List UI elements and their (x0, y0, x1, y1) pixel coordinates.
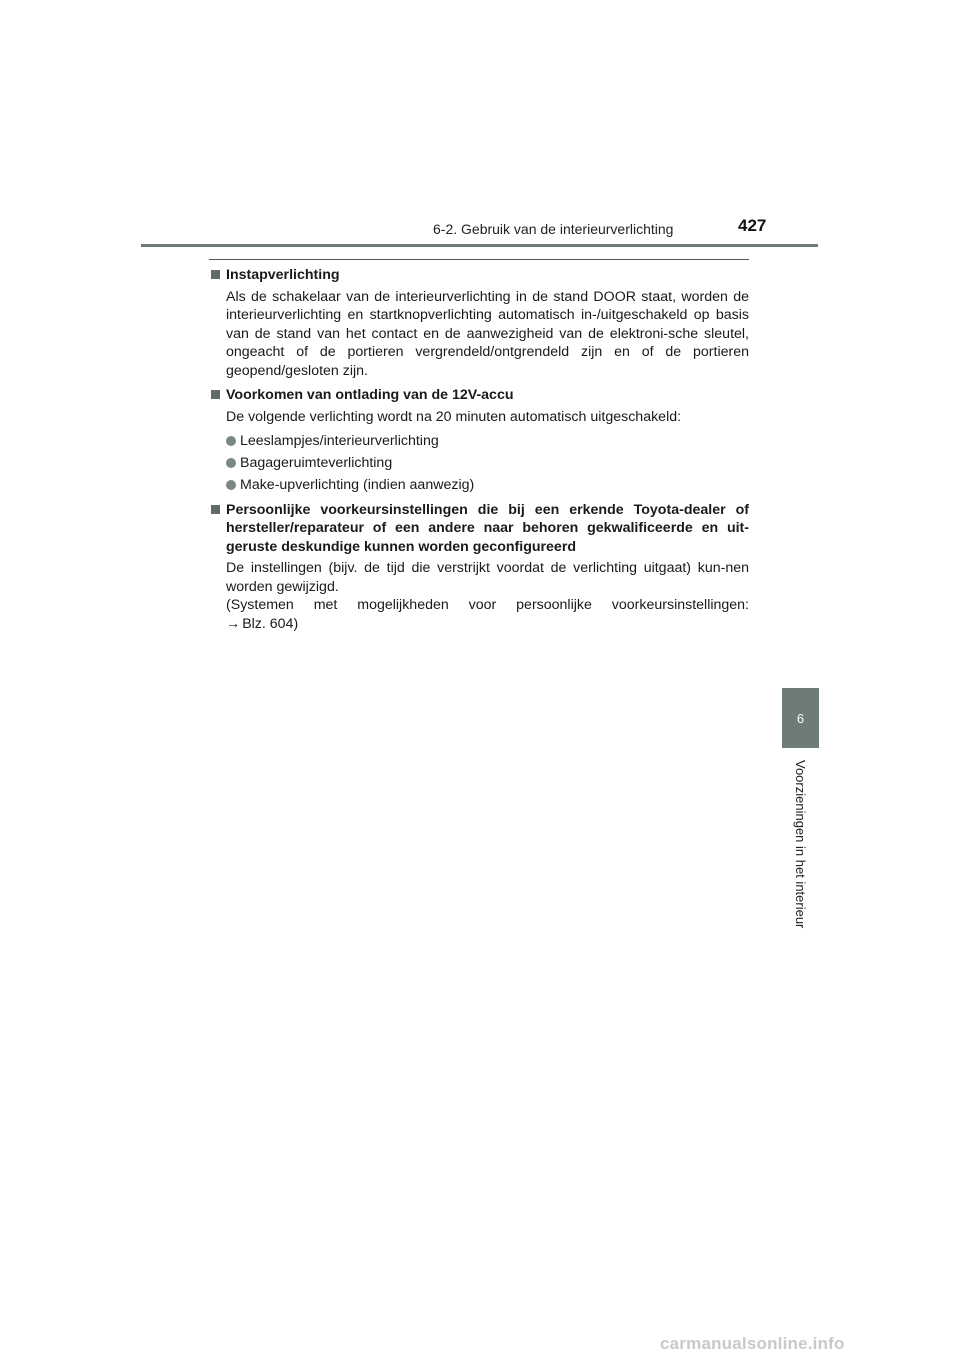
watermark: carmanualsonline.info (660, 1334, 845, 1353)
page-content (209, 266, 749, 639)
header-section-title: 6-2. Gebruik van de interieurverlichting (433, 221, 674, 237)
section-accu (209, 386, 749, 495)
section-heading: Persoonlijke voorkeursinstellingen die bij een erkende Toyota-dealer of hersteller/reparateur of een andere naar behoren gekwalificeerde en uit-geruste deskundige kunnen worden geconfigureerd (209, 501, 749, 557)
section-body: De instellingen (bijv. de tijd die verstrijkt voordat de verlichting uitgaat) kun-nen worden gewijzigd. (226, 560, 749, 595)
chapter-title: Voorzieningen in het interieur (793, 760, 808, 929)
square-bullet-icon (211, 270, 220, 279)
circle-bullet-icon (226, 436, 236, 446)
chapter-title-vertical (782, 760, 819, 950)
chapter-tab (782, 688, 819, 748)
page-number: 427 (738, 216, 767, 235)
arrow-right-icon: → (226, 615, 241, 632)
header-rule (141, 244, 818, 247)
square-bullet-icon (211, 505, 220, 514)
content-top-rule (209, 259, 749, 260)
section-body: De volgende verlichting wordt na 20 minuten automatisch uitgeschakeld: (226, 408, 682, 425)
list-item: Make-upverlichting (indien aanwezig) (226, 476, 749, 495)
section-heading: Voorkomen van ontlading van de 12V-accu (209, 386, 749, 405)
section-heading: Instapverlichting (209, 266, 749, 285)
square-bullet-icon (211, 390, 220, 399)
section-body-ref: (Systemen met mogelijkheden voor persoonlijke voorkeursinstellingen: (226, 597, 749, 613)
list-item: Leeslampjes/interieurverlichting (226, 432, 749, 451)
bullet-list (226, 432, 749, 495)
list-item: Bagageruimteverlichting (226, 454, 749, 473)
circle-bullet-icon (226, 458, 236, 468)
section-voorkeursinstellingen (209, 501, 749, 634)
section-body: Als de schakelaar van de interieurverlichting in de stand DOOR staat, worden de interieurverlichting en startknopverlichting automatisch in-/uitgeschakeld op basis van de stand van het contact en de aanwezigheid van de elektroni-sche sleutel, ongeacht of de portieren vergrendeld/ontgrendeld zijn en of de portieren geopend/gesloten zijn. (226, 288, 749, 379)
page-reference: → Blz. 604) (226, 615, 299, 632)
circle-bullet-icon (226, 480, 236, 490)
chapter-number: 6 (796, 710, 805, 726)
section-instapverlichting (209, 266, 749, 380)
